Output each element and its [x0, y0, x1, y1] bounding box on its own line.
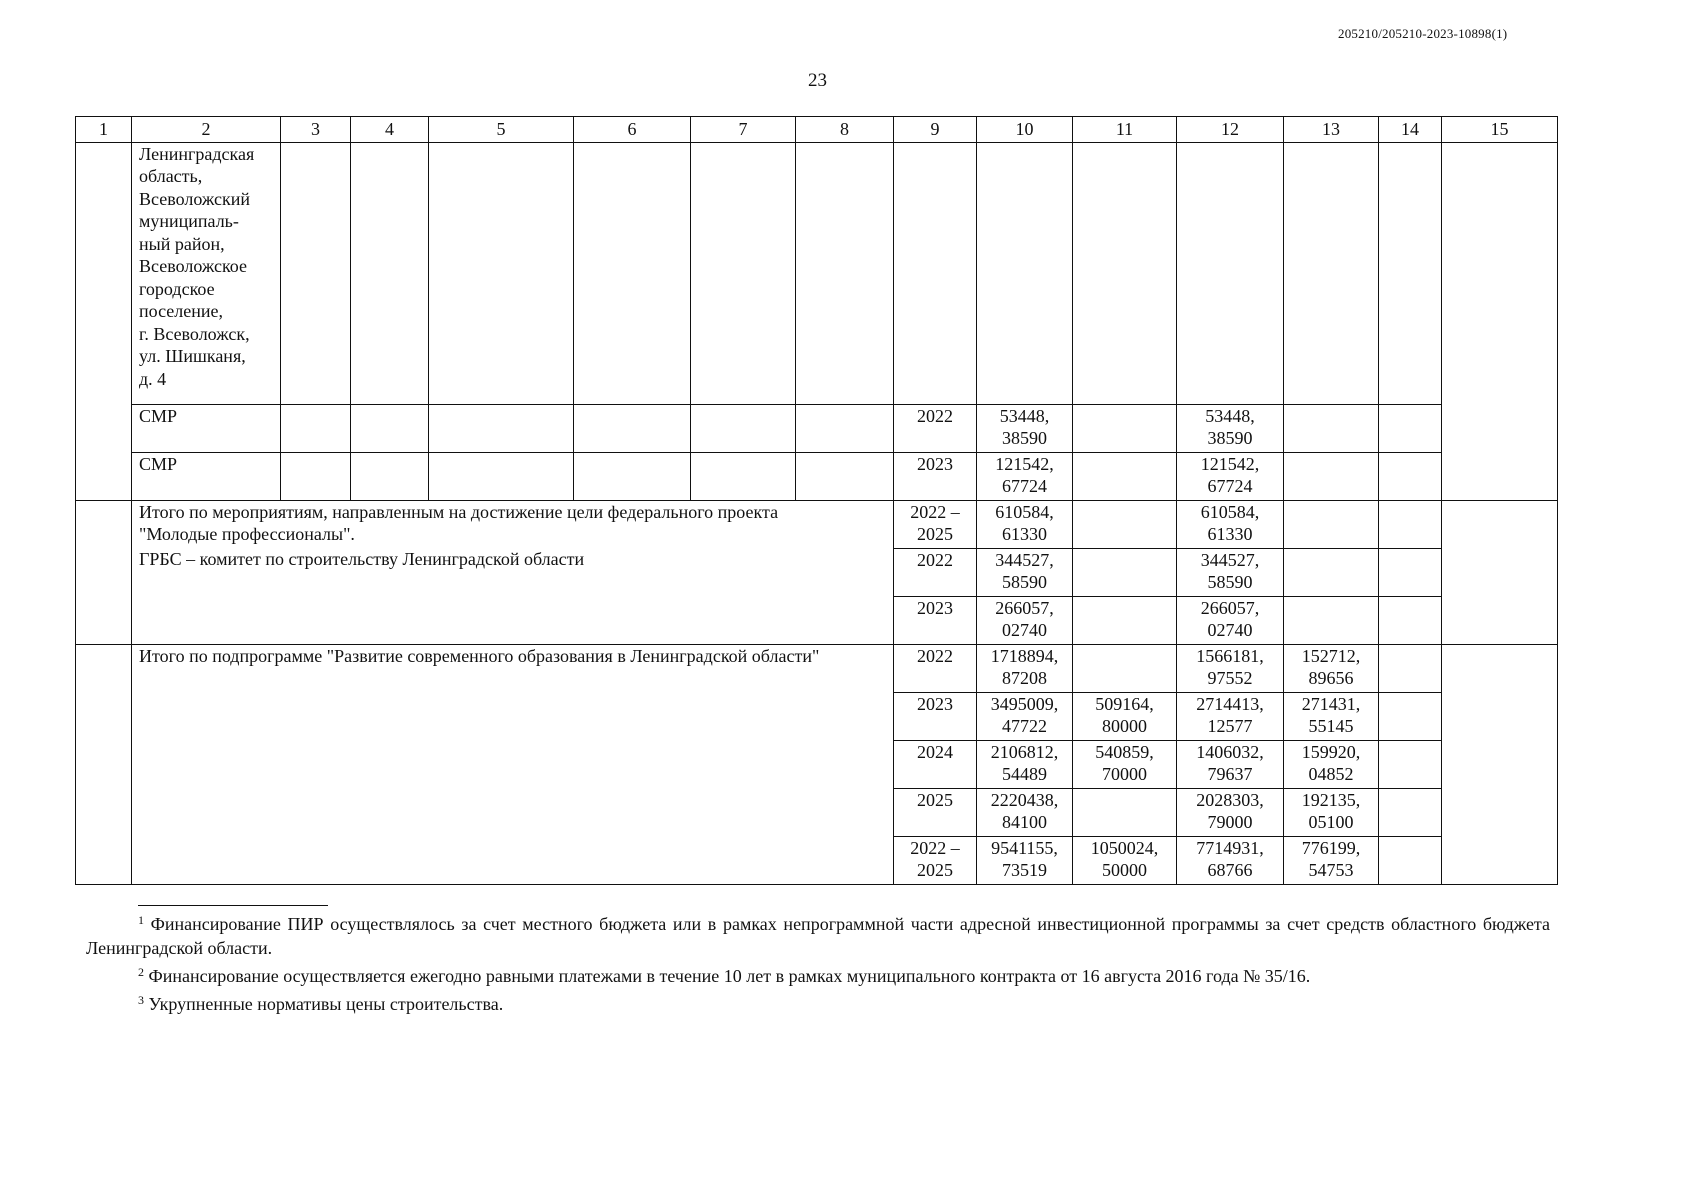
col-header: 2 — [132, 117, 281, 143]
amount-cell: 509164, 80000 — [1073, 692, 1177, 740]
table-cell — [1379, 644, 1442, 692]
table-cell — [1379, 452, 1442, 500]
table-cell — [351, 452, 429, 500]
table-cell — [429, 452, 574, 500]
amount-cell: 121542, 67724 — [977, 452, 1073, 500]
table-cell — [691, 142, 796, 404]
table-cell — [1073, 142, 1177, 404]
table-cell — [691, 452, 796, 500]
amount-cell: 610584, 61330 — [1177, 500, 1284, 548]
table-cell — [796, 404, 894, 452]
header-row — [76, 117, 1558, 143]
footnote-text: Укрупненные нормативы цены строительства. — [148, 994, 504, 1014]
footnote-mark: 1 — [138, 913, 144, 927]
footnote-text: Финансирование осуществляется ежегодно равными платежами в течение 10 лет в рамках муниципального контракта от 16 августа 2016 года № 35/16. — [148, 966, 1311, 986]
amount-cell: 159920, 04852 — [1284, 740, 1379, 788]
table-row — [76, 404, 1558, 452]
col-header: 6 — [574, 117, 691, 143]
amount-cell — [1073, 788, 1177, 836]
table-cell — [281, 452, 351, 500]
year-cell: 2025 — [894, 788, 977, 836]
work-type-cell: СМР — [132, 452, 281, 500]
table-row — [76, 644, 1558, 692]
table-cell — [1442, 142, 1558, 500]
year-cell: 2023 — [894, 596, 977, 644]
amount-cell: 266057, 02740 — [977, 596, 1073, 644]
table-cell — [1379, 142, 1442, 404]
table-cell — [351, 404, 429, 452]
table-cell — [1379, 500, 1442, 548]
table-cell — [1379, 836, 1442, 884]
year-cell: 2022 – 2025 — [894, 836, 977, 884]
document-id: 205210/205210-2023-10898(1) — [1338, 26, 1508, 41]
col-header: 12 — [1177, 117, 1284, 143]
amount-cell: 3495009, 47722 — [977, 692, 1073, 740]
year-cell: 2023 — [894, 452, 977, 500]
table-cell — [1442, 500, 1558, 644]
table-cell — [76, 142, 132, 500]
col-header: 7 — [691, 117, 796, 143]
col-header: 14 — [1379, 117, 1442, 143]
amount-cell: 271431, 55145 — [1284, 692, 1379, 740]
table-cell — [1379, 692, 1442, 740]
table-cell — [1379, 740, 1442, 788]
col-header: 11 — [1073, 117, 1177, 143]
col-header: 8 — [796, 117, 894, 143]
year-cell: 2022 — [894, 548, 977, 596]
col-header: 3 — [281, 117, 351, 143]
amount-cell: 1718894, 87208 — [977, 644, 1073, 692]
table-cell — [1073, 548, 1177, 596]
amount-cell: 610584, 61330 — [977, 500, 1073, 548]
amount-cell — [1073, 644, 1177, 692]
financing-table — [75, 116, 1558, 885]
table-cell — [1379, 548, 1442, 596]
col-header: 13 — [1284, 117, 1379, 143]
table-cell — [1284, 142, 1379, 404]
table-cell — [574, 142, 691, 404]
table-cell — [1284, 404, 1379, 452]
table-cell — [1379, 404, 1442, 452]
table-cell — [429, 404, 574, 452]
table-cell — [894, 142, 977, 404]
table-cell — [1073, 500, 1177, 548]
project-total-line: Итого по мероприятиям, направленным на достижение цели федерального проекта — [139, 501, 779, 522]
amount-cell: 2220438, 84100 — [977, 788, 1073, 836]
footnote — [86, 960, 1550, 988]
footnote-mark: 3 — [138, 993, 144, 1007]
amount-cell: 344527, 58590 — [1177, 548, 1284, 596]
amount-cell: 53448, 38590 — [977, 404, 1073, 452]
table-cell — [1177, 142, 1284, 404]
table-cell — [1442, 644, 1558, 884]
table-cell — [1073, 596, 1177, 644]
footnote — [86, 908, 1550, 960]
work-type-cell: СМР — [132, 404, 281, 452]
footnote — [86, 988, 1550, 1016]
table-cell — [1073, 452, 1177, 500]
amount-cell: 7714931, 68766 — [1177, 836, 1284, 884]
subprogram-total-label: Итого по подпрограмме "Развитие современного образования в Ленинградской области" — [132, 644, 894, 884]
amount-cell: 2714413, 12577 — [1177, 692, 1284, 740]
year-cell: 2023 — [894, 692, 977, 740]
amount-cell: 53448, 38590 — [1177, 404, 1284, 452]
col-header: 15 — [1442, 117, 1558, 143]
table-cell — [796, 142, 894, 404]
table-cell — [574, 404, 691, 452]
project-total-line: "Молодые профессионалы". — [139, 524, 355, 544]
amount-cell: 152712, 89656 — [1284, 644, 1379, 692]
amount-cell: 344527, 58590 — [977, 548, 1073, 596]
table-cell — [1284, 452, 1379, 500]
col-header: 4 — [351, 117, 429, 143]
table-cell — [1284, 596, 1379, 644]
table-cell — [281, 142, 351, 404]
amount-cell: 1050024, 50000 — [1073, 836, 1177, 884]
year-cell: 2024 — [894, 740, 977, 788]
table-cell — [977, 142, 1073, 404]
col-header: 10 — [977, 117, 1073, 143]
table-cell — [574, 452, 691, 500]
col-header: 1 — [76, 117, 132, 143]
amount-cell: 2028303, 79000 — [1177, 788, 1284, 836]
project-total-label — [132, 500, 894, 644]
amount-cell: 192135, 05100 — [1284, 788, 1379, 836]
amount-cell: 1406032, 79637 — [1177, 740, 1284, 788]
table-cell — [1073, 404, 1177, 452]
year-cell: 2022 — [894, 644, 977, 692]
table-cell — [691, 404, 796, 452]
table-cell — [429, 142, 574, 404]
table-cell — [76, 644, 132, 884]
table-cell — [796, 452, 894, 500]
grbs-line: ГРБС – комитет по строительству Ленинградской области — [139, 548, 585, 569]
footnote-mark: 2 — [138, 965, 144, 979]
amount-cell: 121542, 67724 — [1177, 452, 1284, 500]
amount-cell: 9541155, 73519 — [977, 836, 1073, 884]
page-number: 23 — [808, 70, 827, 91]
table-row — [76, 142, 1558, 404]
address-cell: Ленинградская область, Всеволожский муниципаль- ный район, Всеволожское городское поселение, г. Всеволожск, ул. Шишканя, д. 4 — [132, 142, 281, 404]
table-cell — [1379, 596, 1442, 644]
table-cell — [1379, 788, 1442, 836]
footnote-text: Финансирование ПИР осуществлялось за счет местного бюджета или в рамках непрограммной части адресной инвестиционной программы за счет средств областного бюджета Ленинградской области. — [86, 914, 1551, 958]
table-cell — [76, 500, 132, 644]
table-row — [76, 452, 1558, 500]
col-header: 5 — [429, 117, 574, 143]
footnote-divider — [138, 905, 328, 906]
amount-cell: 266057, 02740 — [1177, 596, 1284, 644]
col-header: 9 — [894, 117, 977, 143]
amount-cell: 540859, 70000 — [1073, 740, 1177, 788]
amount-cell: 776199, 54753 — [1284, 836, 1379, 884]
footnotes — [86, 905, 1550, 1016]
year-cell: 2022 – 2025 — [894, 500, 977, 548]
table-cell — [1284, 500, 1379, 548]
table-cell — [281, 404, 351, 452]
amount-cell: 1566181, 97552 — [1177, 644, 1284, 692]
year-cell: 2022 — [894, 404, 977, 452]
table-cell — [1284, 548, 1379, 596]
table-cell — [351, 142, 429, 404]
table-row — [76, 500, 1558, 548]
amount-cell: 2106812, 54489 — [977, 740, 1073, 788]
